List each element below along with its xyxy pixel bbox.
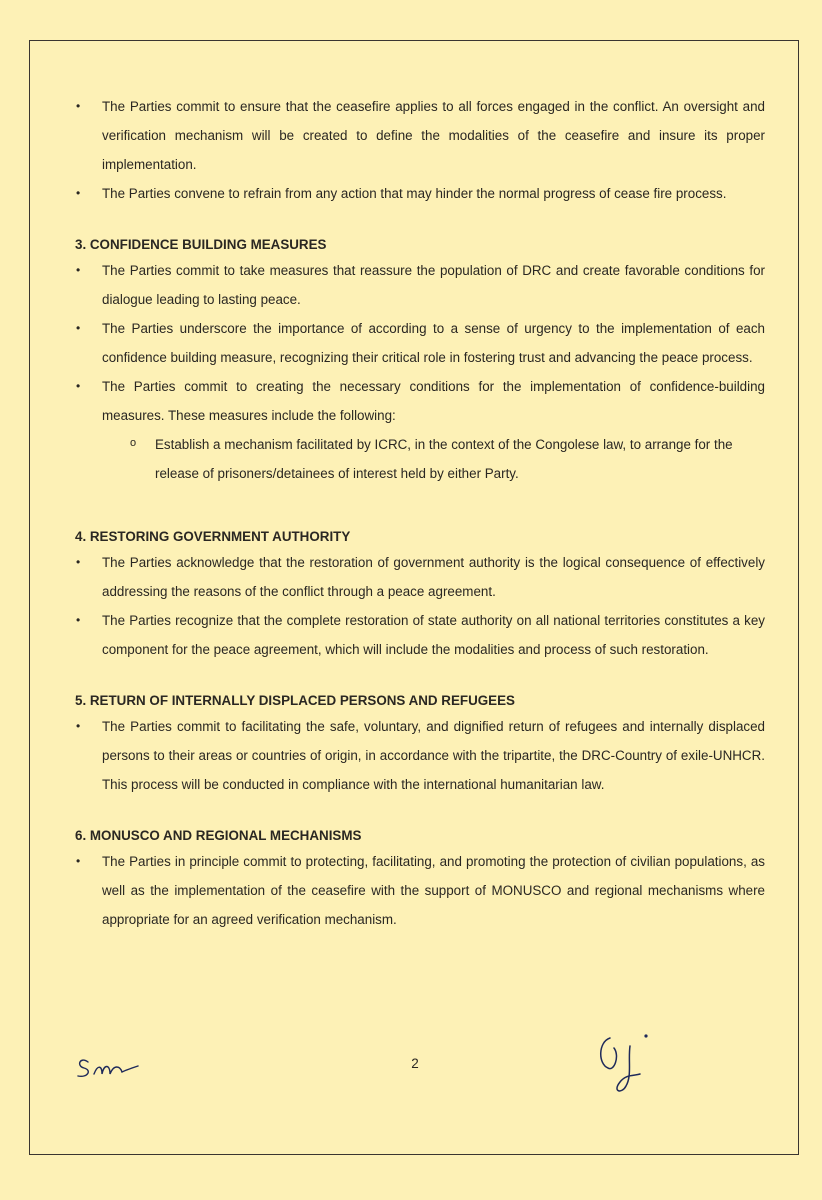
section-confidence-building xyxy=(75,234,765,488)
section-monusco xyxy=(75,825,765,934)
section-displaced-persons xyxy=(75,690,765,799)
initials-signature-right xyxy=(592,1030,662,1102)
section-heading: 3. CONFIDENCE BUILDING MEASURES xyxy=(75,237,327,252)
bullet-item: • The Parties commit to ensure that the ceasefire applies to all forces engaged in the conflict. An oversight and verification mechanism will be created to define the modalities of the ceasefire and insure its proper implementation. xyxy=(75,92,765,179)
page-number: 2 xyxy=(411,1056,419,1071)
sub-list-item: o Establish a mechanism facilitated by ICRC, in the context of the Congolese law, to arrange for the release of prisoners/detainees of interest held by either Party. xyxy=(130,430,765,488)
ceasefire-section xyxy=(75,92,765,208)
bullet-item: • The Parties recognize that the complete restoration of state authority on all national territories constitutes a key component for the peace agreement, which will include the modalities and process of such restoration. xyxy=(75,606,765,664)
bullet-item: • The Parties in principle commit to protecting, facilitating, and promoting the protection of civilian populations, as well as the implementation of the ceasefire with the support of MONUSCO and regional mechanisms where appropriate for an agreed verification mechanism. xyxy=(75,847,765,934)
bullet-item: • The Parties commit to facilitating the safe, voluntary, and dignified return of refugees and internally displaced persons to their areas or countries of origin, in accordance with the tripartite, the DRC-Country of exile-UNHCR. This process will be conducted in compliance with the international humanitarian law. xyxy=(75,712,765,799)
section-heading: 4. RESTORING GOVERNMENT AUTHORITY xyxy=(75,529,351,544)
page-content xyxy=(75,92,765,934)
bullet-item: • The Parties acknowledge that the restoration of government authority is the logical consequence of effectively addressing the reasons of the conflict through a peace agreement. xyxy=(75,548,765,606)
bullet-item: • The Parties convene to refrain from any action that may hinder the normal progress of cease fire process. xyxy=(75,179,765,208)
section-heading: 6. MONUSCO AND REGIONAL MECHANISMS xyxy=(75,828,362,843)
bullet-item: • The Parties underscore the importance of according to a sense of urgency to the implementation of each confidence building measure, recognizing their critical role in fostering trust and advancing the peace process. xyxy=(75,314,765,372)
bullet-item: • The Parties commit to creating the necessary conditions for the implementation of confidence-building measures. These measures include the following: xyxy=(75,372,765,430)
section-government-authority xyxy=(75,526,765,664)
section-heading: 5. RETURN OF INTERNALLY DISPLACED PERSONS AND REFUGEES xyxy=(75,693,515,708)
initials-signature-left xyxy=(74,1048,144,1088)
bullet-item: • The Parties commit to take measures that reassure the population of DRC and create favorable conditions for dialogue leading to lasting peace. xyxy=(75,256,765,314)
